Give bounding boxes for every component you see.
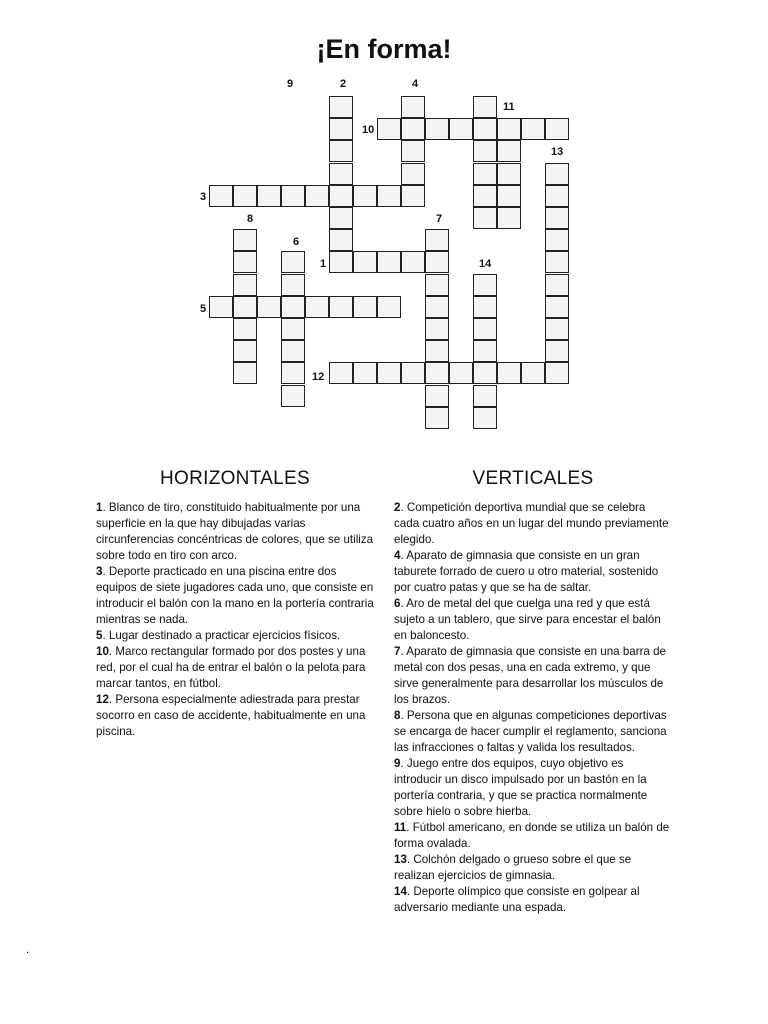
clue-number: 11 <box>394 821 407 834</box>
clue-number-label: 13 <box>551 146 564 158</box>
clue-item <box>394 820 672 852</box>
vertical-clue-list <box>394 500 672 916</box>
clue-item <box>96 644 374 692</box>
clue-item <box>394 852 672 884</box>
clue-item <box>96 564 374 628</box>
grid-cell[interactable] <box>329 362 353 384</box>
grid-cell[interactable] <box>377 251 401 273</box>
crossword-grid <box>0 0 768 440</box>
grid-cell[interactable] <box>329 296 353 318</box>
clue-number: 9 <box>394 757 401 770</box>
horizontal-heading: HORIZONTALES <box>160 468 310 489</box>
horizontal-clues <box>96 468 374 740</box>
clue-item <box>96 628 374 644</box>
grid-cell[interactable] <box>401 96 425 118</box>
grid-cell[interactable] <box>473 185 497 207</box>
clue-text: . Deporte olímpico que consiste en golpear al adversario mediante una espada. <box>394 885 640 914</box>
grid-cell[interactable] <box>425 229 449 251</box>
grid-cell[interactable] <box>473 163 497 185</box>
grid-cell[interactable] <box>425 274 449 296</box>
clue-item <box>394 884 672 916</box>
grid-cell[interactable] <box>545 207 569 229</box>
clue-item <box>394 500 672 548</box>
clue-number-label: 9 <box>287 78 294 90</box>
grid-cell[interactable] <box>281 362 305 384</box>
grid-cell[interactable] <box>353 251 377 273</box>
grid-cell[interactable] <box>233 362 257 384</box>
grid-cell[interactable] <box>545 362 569 384</box>
clue-item <box>394 644 672 708</box>
clue-number-label: 2 <box>340 78 347 90</box>
grid-cell[interactable] <box>329 229 353 251</box>
grid-cell[interactable] <box>473 296 497 318</box>
vertical-heading: VERTICALES <box>472 468 594 489</box>
grid-cell[interactable] <box>281 318 305 340</box>
grid-cell[interactable] <box>425 385 449 407</box>
clue-number: 8 <box>394 709 401 722</box>
clue-number-label: 5 <box>200 303 207 315</box>
grid-cell[interactable] <box>329 140 353 162</box>
grid-cell[interactable] <box>377 296 401 318</box>
grid-cell[interactable] <box>377 362 401 384</box>
grid-cell[interactable] <box>545 118 569 140</box>
grid-cell[interactable] <box>425 251 449 273</box>
grid-cell[interactable] <box>233 251 257 273</box>
grid-cell[interactable] <box>473 340 497 362</box>
clue-number: 3 <box>96 565 103 578</box>
clue-number-label: 14 <box>479 258 492 270</box>
grid-cell[interactable] <box>545 340 569 362</box>
clue-item <box>96 692 374 740</box>
grid-cell[interactable] <box>497 185 521 207</box>
grid-cell[interactable] <box>473 407 497 429</box>
grid-cell[interactable] <box>281 340 305 362</box>
clue-number-label: 1 <box>320 258 327 270</box>
grid-cell[interactable] <box>329 251 353 273</box>
grid-cell[interactable] <box>329 96 353 118</box>
grid-cell[interactable] <box>545 274 569 296</box>
grid-cell[interactable] <box>209 185 233 207</box>
grid-cell[interactable] <box>425 407 449 429</box>
clue-number-label: 11 <box>503 101 515 113</box>
grid-cell[interactable] <box>425 118 449 140</box>
grid-cell[interactable] <box>497 207 521 229</box>
grid-cell[interactable] <box>401 163 425 185</box>
grid-cell[interactable] <box>401 185 425 207</box>
clue-number-label: 12 <box>312 371 325 383</box>
grid-cell[interactable] <box>329 118 353 140</box>
grid-cell[interactable] <box>545 163 569 185</box>
grid-cell[interactable] <box>329 185 353 207</box>
grid-cell[interactable] <box>425 318 449 340</box>
clue-text: . Colchón delgado o grueso sobre el que se realizan ejercicios de gimnasia. <box>394 853 632 882</box>
grid-cell[interactable] <box>545 229 569 251</box>
clue-number-label: 3 <box>200 191 207 203</box>
clue-item <box>394 596 672 644</box>
grid-cell[interactable] <box>473 385 497 407</box>
grid-cell[interactable] <box>449 362 473 384</box>
grid-cell[interactable] <box>233 229 257 251</box>
grid-cell[interactable] <box>233 274 257 296</box>
grid-cell[interactable] <box>473 140 497 162</box>
grid-cell[interactable] <box>377 118 401 140</box>
grid-cell[interactable] <box>497 118 521 140</box>
grid-cell[interactable] <box>305 185 329 207</box>
grid-cell[interactable] <box>497 163 521 185</box>
clue-text: . Competición deportiva mundial que se celebra cada cuatro años en un lugar del mundo previamente elegido. <box>394 501 669 546</box>
clue-text: . Blanco de tiro, constituido habitualmente por una superficie en la que hay dibujadas varias circunferencias concéntricas de colores, que se utiliza sobre todo en tiro con arco. <box>96 501 374 562</box>
grid-cell[interactable] <box>401 251 425 273</box>
clue-number: 4 <box>394 549 401 562</box>
clue-text: . Lugar destinado a practicar ejercicios físicos. <box>102 629 341 642</box>
grid-cell[interactable] <box>425 296 449 318</box>
grid-cell[interactable] <box>257 185 281 207</box>
clue-text: . Juego entre dos equipos, cuyo objetivo es introducir un disco impulsado por un bastón en la portería contraria, y que se practica normalmente sobre hielo o sobre hierba. <box>394 757 648 818</box>
grid-cell[interactable] <box>209 296 233 318</box>
grid-cell[interactable] <box>353 296 377 318</box>
grid-cell[interactable] <box>329 207 353 229</box>
clue-item <box>394 756 672 820</box>
grid-cell[interactable] <box>473 362 497 384</box>
grid-cell[interactable] <box>281 251 305 273</box>
grid-cell[interactable] <box>473 118 497 140</box>
clue-text: . Aparato de gimnasia que consiste en una barra de metal con dos pesas, una en cada extremo, y que sirve generalmente para desarrollar los músculos de los brazos. <box>394 645 666 706</box>
clue-number: 6 <box>394 597 401 610</box>
clue-number: 14 <box>394 885 407 898</box>
grid-cell[interactable] <box>449 118 473 140</box>
grid-cell[interactable] <box>401 118 425 140</box>
grid-cell[interactable] <box>401 140 425 162</box>
vertical-clues <box>394 468 672 916</box>
grid-cell[interactable] <box>233 318 257 340</box>
clue-number: 13 <box>394 853 407 866</box>
grid-cell[interactable] <box>401 362 425 384</box>
page-title: ¡En forma! <box>316 34 452 64</box>
grid-cell[interactable] <box>473 274 497 296</box>
footer-mark: . <box>26 944 30 956</box>
grid-cell[interactable] <box>281 385 305 407</box>
clue-item <box>394 708 672 756</box>
clue-number: 1 <box>96 501 103 514</box>
grid-cell[interactable] <box>545 296 569 318</box>
grid-cell[interactable] <box>257 296 281 318</box>
clue-text: . Deporte practicado en una piscina entre dos equipos de siete jugadores cada uno, que consiste en introducir el balón con la mano en la portería contraria mientras se nada. <box>96 565 374 626</box>
grid-cell[interactable] <box>305 296 329 318</box>
grid-cell[interactable] <box>545 185 569 207</box>
clue-text: . Aro de metal del que cuelga una red y que está sujeto a un tablero, que sirve para encestar el balón en baloncesto. <box>394 597 661 642</box>
clue-number: 12 <box>96 693 109 706</box>
grid-cell[interactable] <box>281 185 305 207</box>
grid-cell[interactable] <box>473 96 497 118</box>
grid-cell[interactable] <box>425 362 449 384</box>
grid-cell[interactable] <box>545 318 569 340</box>
clue-number: 5 <box>96 629 103 642</box>
clue-item <box>96 500 374 564</box>
grid-cell[interactable] <box>233 296 257 318</box>
grid-cell[interactable] <box>377 185 401 207</box>
grid-cell[interactable] <box>497 362 521 384</box>
grid-cell[interactable] <box>281 274 305 296</box>
grid-cell[interactable] <box>353 362 377 384</box>
clue-number: 7 <box>394 645 401 658</box>
grid-cell[interactable] <box>425 340 449 362</box>
clue-text: . Persona especialmente adiestrada para prestar socorro en caso de accidente, habitualmente en una piscina. <box>96 693 366 738</box>
clue-number-label: 8 <box>247 213 254 225</box>
grid-cell[interactable] <box>329 163 353 185</box>
clue-text: . Marco rectangular formado por dos postes y una red, por el cual ha de entrar el balón o la pelota para marcar tantos, en fútbol. <box>96 645 366 690</box>
grid-cell[interactable] <box>473 207 497 229</box>
grid-cell[interactable] <box>353 185 377 207</box>
clue-text: . Aparato de gimnasia que consiste en un gran taburete forrado de cuero u otro material, sostenido por cuatro patas y que se ha de saltar. <box>394 549 659 594</box>
grid-cell[interactable] <box>545 251 569 273</box>
grid-cell[interactable] <box>233 340 257 362</box>
clue-text: . Persona que en algunas competiciones deportivas se encarga de hacer cumplir el reglamento, sanciona las infracciones o faltas y valida los resultados. <box>394 709 667 754</box>
clue-number: 2 <box>394 501 401 514</box>
clue-number-label: 10 <box>362 124 375 136</box>
clue-number-label: 4 <box>412 78 419 90</box>
clue-number-label: 6 <box>293 236 300 248</box>
grid-cell[interactable] <box>521 362 545 384</box>
grid-cell[interactable] <box>281 296 305 318</box>
grid-cell[interactable] <box>473 318 497 340</box>
clue-number: 10 <box>96 645 109 658</box>
grid-cell[interactable] <box>497 140 521 162</box>
grid-cell[interactable] <box>233 185 257 207</box>
clue-item <box>394 548 672 596</box>
horizontal-clue-list <box>96 500 374 740</box>
grid-cell[interactable] <box>521 118 545 140</box>
clue-text: . Fútbol americano, en donde se utiliza un balón de forma ovalada. <box>394 821 670 850</box>
clue-number-label: 7 <box>436 213 443 225</box>
